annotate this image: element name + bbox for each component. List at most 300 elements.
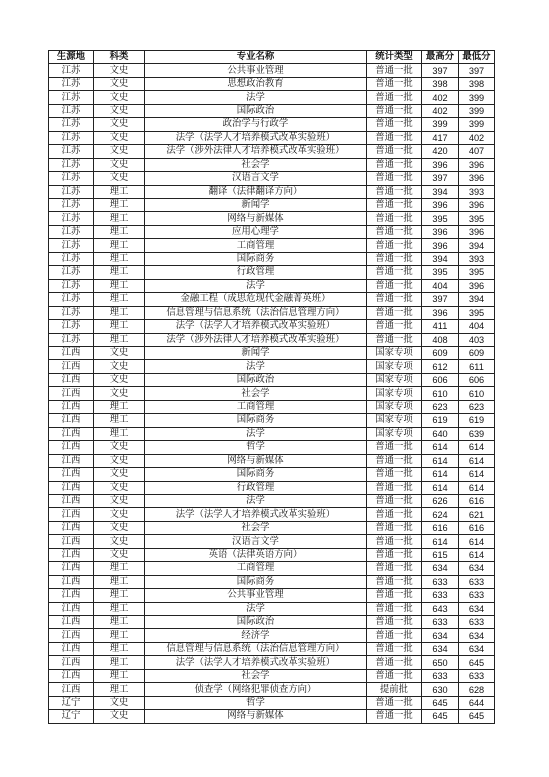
min-score-cell: 399 (459, 104, 495, 117)
table-row (49, 696, 495, 709)
major-cell: 网络与新媒体 (145, 710, 367, 723)
major-cell: 经济学 (145, 629, 367, 642)
min-score-cell: 393 (459, 185, 495, 198)
min-score-cell: 407 (459, 145, 495, 158)
min-score-cell: 395 (459, 266, 495, 279)
major-cell: 行政管理 (145, 481, 367, 494)
table-row (49, 333, 495, 346)
max-score-cell: 626 (422, 494, 459, 507)
stat-type-cell: 普通一批 (367, 535, 422, 548)
table-body (49, 64, 495, 723)
max-score-cell: 411 (422, 320, 459, 333)
stat-type-cell: 普通一批 (367, 468, 422, 481)
major-cell: 哲学 (145, 696, 367, 709)
max-score-cell: 623 (422, 400, 459, 413)
table-row (49, 77, 495, 90)
origin-cell: 江苏 (49, 158, 94, 171)
origin-cell: 辽宁 (49, 696, 94, 709)
table-row (49, 212, 495, 225)
stat-type-cell: 国家专项 (367, 387, 422, 400)
category-cell: 理工 (94, 279, 145, 292)
major-cell: 新闻学 (145, 346, 367, 359)
major-cell: 翻译（法律翻译方向） (145, 185, 367, 198)
stat-type-cell: 普通一批 (367, 521, 422, 534)
category-cell: 理工 (94, 266, 145, 279)
table-row (49, 414, 495, 427)
stat-type-cell: 普通一批 (367, 441, 422, 454)
origin-cell: 江苏 (49, 306, 94, 319)
stat-type-cell: 普通一批 (367, 185, 422, 198)
max-score-cell: 624 (422, 508, 459, 521)
origin-cell: 江西 (49, 562, 94, 575)
origin-cell: 江西 (49, 427, 94, 440)
major-cell: 侦查学（网络犯罪侦查方向） (145, 683, 367, 696)
stat-type-cell: 普通一批 (367, 616, 422, 629)
stat-type-cell: 普通一批 (367, 494, 422, 507)
table-header-row (49, 51, 495, 64)
stat-type-cell: 普通一批 (367, 575, 422, 588)
stat-type-cell: 普通一批 (367, 548, 422, 561)
origin-cell: 江西 (49, 602, 94, 615)
category-cell: 理工 (94, 293, 145, 306)
max-score-cell: 645 (422, 696, 459, 709)
stat-type-cell: 国家专项 (367, 427, 422, 440)
min-score-cell: 614 (459, 441, 495, 454)
min-score-cell: 397 (459, 64, 495, 77)
category-cell: 文史 (94, 521, 145, 534)
table-row (49, 387, 495, 400)
category-cell: 文史 (94, 441, 145, 454)
table-row (49, 683, 495, 696)
stat-type-cell: 普通一批 (367, 710, 422, 723)
category-cell: 文史 (94, 387, 145, 400)
category-cell: 文史 (94, 91, 145, 104)
category-cell: 理工 (94, 575, 145, 588)
major-cell: 公共事业管理 (145, 589, 367, 602)
max-score-cell: 612 (422, 360, 459, 373)
table-row (49, 629, 495, 642)
major-cell: 法学 (145, 360, 367, 373)
max-score-cell: 395 (422, 212, 459, 225)
major-cell: 社会学 (145, 158, 367, 171)
table-row (49, 306, 495, 319)
origin-cell: 江苏 (49, 131, 94, 144)
category-cell: 理工 (94, 427, 145, 440)
origin-cell: 江苏 (49, 266, 94, 279)
table-row (49, 535, 495, 548)
major-cell: 法学（法学人才培养模式改革实验班） (145, 131, 367, 144)
min-score-cell: 396 (459, 225, 495, 238)
table-row (49, 441, 495, 454)
origin-cell: 江西 (49, 414, 94, 427)
major-cell: 法学 (145, 494, 367, 507)
origin-cell: 江苏 (49, 239, 94, 252)
min-score-cell: 396 (459, 279, 495, 292)
major-cell: 信息管理与信息系统（法治信息管理方向） (145, 642, 367, 655)
max-score-cell: 630 (422, 683, 459, 696)
stat-type-cell: 普通一批 (367, 508, 422, 521)
stat-type-cell: 普通一批 (367, 118, 422, 131)
min-score-cell: 609 (459, 346, 495, 359)
table-row (49, 494, 495, 507)
min-score-cell: 634 (459, 642, 495, 655)
stat-type-cell: 普通一批 (367, 279, 422, 292)
max-score-cell: 398 (422, 77, 459, 90)
category-cell: 理工 (94, 642, 145, 655)
max-score-cell: 417 (422, 131, 459, 144)
table-row (49, 373, 495, 386)
max-score-cell: 394 (422, 252, 459, 265)
origin-cell: 江苏 (49, 91, 94, 104)
table-row (49, 481, 495, 494)
table-row (49, 239, 495, 252)
max-score-cell: 394 (422, 185, 459, 198)
max-score-cell: 606 (422, 373, 459, 386)
max-score-cell: 633 (422, 589, 459, 602)
major-cell: 社会学 (145, 521, 367, 534)
origin-cell: 江苏 (49, 293, 94, 306)
category-cell: 理工 (94, 212, 145, 225)
min-score-cell: 396 (459, 198, 495, 211)
min-score-cell: 395 (459, 212, 495, 225)
category-cell: 理工 (94, 683, 145, 696)
origin-cell: 江西 (49, 481, 94, 494)
category-cell: 理工 (94, 616, 145, 629)
max-score-cell: 395 (422, 266, 459, 279)
header-stat-type: 统计类型 (367, 51, 422, 64)
table-row (49, 468, 495, 481)
major-cell: 法学 (145, 427, 367, 440)
category-cell: 理工 (94, 589, 145, 602)
min-score-cell: 616 (459, 521, 495, 534)
max-score-cell: 396 (422, 239, 459, 252)
major-cell: 国际商务 (145, 414, 367, 427)
category-cell: 理工 (94, 320, 145, 333)
origin-cell: 江西 (49, 441, 94, 454)
major-cell: 国际商务 (145, 252, 367, 265)
category-cell: 文史 (94, 373, 145, 386)
category-cell: 理工 (94, 602, 145, 615)
category-cell: 理工 (94, 239, 145, 252)
table-row (49, 172, 495, 185)
max-score-cell: 645 (422, 710, 459, 723)
major-cell: 法学（法学人才培养模式改革实验班） (145, 320, 367, 333)
max-score-cell: 397 (422, 64, 459, 77)
major-cell: 新闻学 (145, 198, 367, 211)
major-cell: 金融工程（成思危现代金融菁英班） (145, 293, 367, 306)
max-score-cell: 396 (422, 306, 459, 319)
table-row (49, 360, 495, 373)
origin-cell: 江苏 (49, 118, 94, 131)
stat-type-cell: 普通一批 (367, 306, 422, 319)
max-score-cell: 404 (422, 279, 459, 292)
max-score-cell: 402 (422, 104, 459, 117)
max-score-cell: 614 (422, 441, 459, 454)
category-cell: 理工 (94, 198, 145, 211)
max-score-cell: 640 (422, 427, 459, 440)
origin-cell: 江西 (49, 683, 94, 696)
category-cell: 理工 (94, 185, 145, 198)
table-row (49, 266, 495, 279)
header-category: 科类 (94, 51, 145, 64)
stat-type-cell: 普通一批 (367, 481, 422, 494)
stat-type-cell: 普通一批 (367, 225, 422, 238)
max-score-cell: 397 (422, 293, 459, 306)
major-cell: 社会学 (145, 387, 367, 400)
min-score-cell: 614 (459, 481, 495, 494)
max-score-cell: 610 (422, 387, 459, 400)
category-cell: 文史 (94, 508, 145, 521)
min-score-cell: 634 (459, 602, 495, 615)
max-score-cell: 396 (422, 158, 459, 171)
major-cell: 汉语言文学 (145, 535, 367, 548)
origin-cell: 江西 (49, 494, 94, 507)
major-cell: 政治学与行政学 (145, 118, 367, 131)
header-min-score: 最低分 (459, 51, 495, 64)
min-score-cell: 399 (459, 118, 495, 131)
origin-cell: 江苏 (49, 185, 94, 198)
stat-type-cell: 普通一批 (367, 696, 422, 709)
stat-type-cell: 普通一批 (367, 158, 422, 171)
min-score-cell: 633 (459, 669, 495, 682)
max-score-cell: 634 (422, 629, 459, 642)
min-score-cell: 633 (459, 589, 495, 602)
major-cell: 国际商务 (145, 575, 367, 588)
origin-cell: 江苏 (49, 104, 94, 117)
stat-type-cell: 普通一批 (367, 145, 422, 158)
table-row (49, 158, 495, 171)
min-score-cell: 614 (459, 454, 495, 467)
table-row (49, 293, 495, 306)
max-score-cell: 643 (422, 602, 459, 615)
category-cell: 理工 (94, 414, 145, 427)
category-cell: 理工 (94, 562, 145, 575)
major-cell: 法学（涉外法律人才培养模式改革实验班） (145, 145, 367, 158)
category-cell: 文史 (94, 696, 145, 709)
table-row (49, 225, 495, 238)
max-score-cell: 402 (422, 91, 459, 104)
major-cell: 法学 (145, 91, 367, 104)
min-score-cell: 645 (459, 710, 495, 723)
category-cell: 理工 (94, 400, 145, 413)
origin-cell: 江西 (49, 656, 94, 669)
category-cell: 文史 (94, 710, 145, 723)
category-cell: 理工 (94, 306, 145, 319)
min-score-cell: 639 (459, 427, 495, 440)
category-cell: 文史 (94, 64, 145, 77)
min-score-cell: 623 (459, 400, 495, 413)
header-major: 专业名称 (145, 51, 367, 64)
origin-cell: 江西 (49, 616, 94, 629)
table-row (49, 642, 495, 655)
table-row (49, 118, 495, 131)
major-cell: 哲学 (145, 441, 367, 454)
max-score-cell: 397 (422, 172, 459, 185)
table-row (49, 64, 495, 77)
stat-type-cell: 普通一批 (367, 172, 422, 185)
category-cell: 理工 (94, 629, 145, 642)
stat-type-cell: 普通一批 (367, 64, 422, 77)
table-row (49, 131, 495, 144)
stat-type-cell: 提前批 (367, 683, 422, 696)
table-row (49, 602, 495, 615)
major-cell: 工商管理 (145, 239, 367, 252)
category-cell: 文史 (94, 158, 145, 171)
category-cell: 文史 (94, 131, 145, 144)
stat-type-cell: 普通一批 (367, 198, 422, 211)
origin-cell: 江西 (49, 548, 94, 561)
major-cell: 国际商务 (145, 468, 367, 481)
major-cell: 行政管理 (145, 266, 367, 279)
min-score-cell: 606 (459, 373, 495, 386)
category-cell: 文史 (94, 494, 145, 507)
stat-type-cell: 国家专项 (367, 346, 422, 359)
origin-cell: 江西 (49, 642, 94, 655)
origin-cell: 江西 (49, 454, 94, 467)
min-score-cell: 611 (459, 360, 495, 373)
category-cell: 文史 (94, 481, 145, 494)
min-score-cell: 619 (459, 414, 495, 427)
stat-type-cell: 普通一批 (367, 454, 422, 467)
table-row (49, 320, 495, 333)
stat-type-cell: 普通一批 (367, 669, 422, 682)
major-cell: 应用心理学 (145, 225, 367, 238)
origin-cell: 江苏 (49, 225, 94, 238)
header-max-score: 最高分 (422, 51, 459, 64)
table-row (49, 198, 495, 211)
origin-cell: 江西 (49, 508, 94, 521)
max-score-cell: 614 (422, 481, 459, 494)
major-cell: 国际政治 (145, 104, 367, 117)
origin-cell: 辽宁 (49, 710, 94, 723)
min-score-cell: 614 (459, 468, 495, 481)
major-cell: 国际政治 (145, 373, 367, 386)
table-row (49, 589, 495, 602)
max-score-cell: 634 (422, 642, 459, 655)
origin-cell: 江苏 (49, 320, 94, 333)
category-cell: 理工 (94, 225, 145, 238)
max-score-cell: 633 (422, 616, 459, 629)
category-cell: 文史 (94, 535, 145, 548)
category-cell: 文史 (94, 118, 145, 131)
category-cell: 文史 (94, 548, 145, 561)
major-cell: 工商管理 (145, 400, 367, 413)
min-score-cell: 628 (459, 683, 495, 696)
stat-type-cell: 普通一批 (367, 629, 422, 642)
min-score-cell: 634 (459, 629, 495, 642)
min-score-cell: 394 (459, 239, 495, 252)
category-cell: 理工 (94, 252, 145, 265)
stat-type-cell: 国家专项 (367, 360, 422, 373)
major-cell: 信息管理与信息系统（法治信息管理方向） (145, 306, 367, 319)
min-score-cell: 633 (459, 575, 495, 588)
major-cell: 英语（法律英语方向） (145, 548, 367, 561)
min-score-cell: 402 (459, 131, 495, 144)
origin-cell: 江西 (49, 521, 94, 534)
category-cell: 理工 (94, 656, 145, 669)
table-row (49, 454, 495, 467)
origin-cell: 江苏 (49, 212, 94, 225)
stat-type-cell: 普通一批 (367, 252, 422, 265)
min-score-cell: 396 (459, 172, 495, 185)
major-cell: 社会学 (145, 669, 367, 682)
category-cell: 文史 (94, 104, 145, 117)
table-row (49, 252, 495, 265)
min-score-cell: 644 (459, 696, 495, 709)
max-score-cell: 396 (422, 198, 459, 211)
major-cell: 思想政治教育 (145, 77, 367, 90)
origin-cell: 江苏 (49, 252, 94, 265)
stat-type-cell: 普通一批 (367, 320, 422, 333)
max-score-cell: 614 (422, 454, 459, 467)
major-cell: 工商管理 (145, 562, 367, 575)
max-score-cell: 396 (422, 225, 459, 238)
category-cell: 文史 (94, 145, 145, 158)
stat-type-cell: 普通一批 (367, 602, 422, 615)
table-row (49, 548, 495, 561)
max-score-cell: 619 (422, 414, 459, 427)
category-cell: 文史 (94, 172, 145, 185)
table-row (49, 400, 495, 413)
origin-cell: 江西 (49, 575, 94, 588)
category-cell: 文史 (94, 77, 145, 90)
min-score-cell: 633 (459, 616, 495, 629)
max-score-cell: 633 (422, 669, 459, 682)
category-cell: 文史 (94, 346, 145, 359)
stat-type-cell: 普通一批 (367, 212, 422, 225)
table-row (49, 279, 495, 292)
max-score-cell: 616 (422, 521, 459, 534)
min-score-cell: 398 (459, 77, 495, 90)
stat-type-cell: 普通一批 (367, 333, 422, 346)
major-cell: 国际政治 (145, 616, 367, 629)
stat-type-cell: 普通一批 (367, 562, 422, 575)
max-score-cell: 633 (422, 575, 459, 588)
max-score-cell: 614 (422, 535, 459, 548)
admission-score-table (48, 50, 495, 724)
origin-cell: 江苏 (49, 64, 94, 77)
category-cell: 文史 (94, 454, 145, 467)
table-row (49, 710, 495, 723)
origin-cell: 江西 (49, 346, 94, 359)
stat-type-cell: 普通一批 (367, 104, 422, 117)
stat-type-cell: 国家专项 (367, 400, 422, 413)
table-row (49, 562, 495, 575)
max-score-cell: 420 (422, 145, 459, 158)
table-row (49, 669, 495, 682)
min-score-cell: 614 (459, 548, 495, 561)
header-origin: 生源地 (49, 51, 94, 64)
max-score-cell: 399 (422, 118, 459, 131)
min-score-cell: 634 (459, 562, 495, 575)
origin-cell: 江苏 (49, 279, 94, 292)
min-score-cell: 621 (459, 508, 495, 521)
category-cell: 文史 (94, 468, 145, 481)
origin-cell: 江西 (49, 468, 94, 481)
major-cell: 网络与新媒体 (145, 212, 367, 225)
major-cell: 网络与新媒体 (145, 454, 367, 467)
stat-type-cell: 普通一批 (367, 589, 422, 602)
category-cell: 理工 (94, 669, 145, 682)
major-cell: 汉语言文学 (145, 172, 367, 185)
min-score-cell: 404 (459, 320, 495, 333)
table-row (49, 346, 495, 359)
max-score-cell: 614 (422, 468, 459, 481)
max-score-cell: 408 (422, 333, 459, 346)
origin-cell: 江苏 (49, 172, 94, 185)
origin-cell: 江苏 (49, 77, 94, 90)
stat-type-cell: 普通一批 (367, 131, 422, 144)
